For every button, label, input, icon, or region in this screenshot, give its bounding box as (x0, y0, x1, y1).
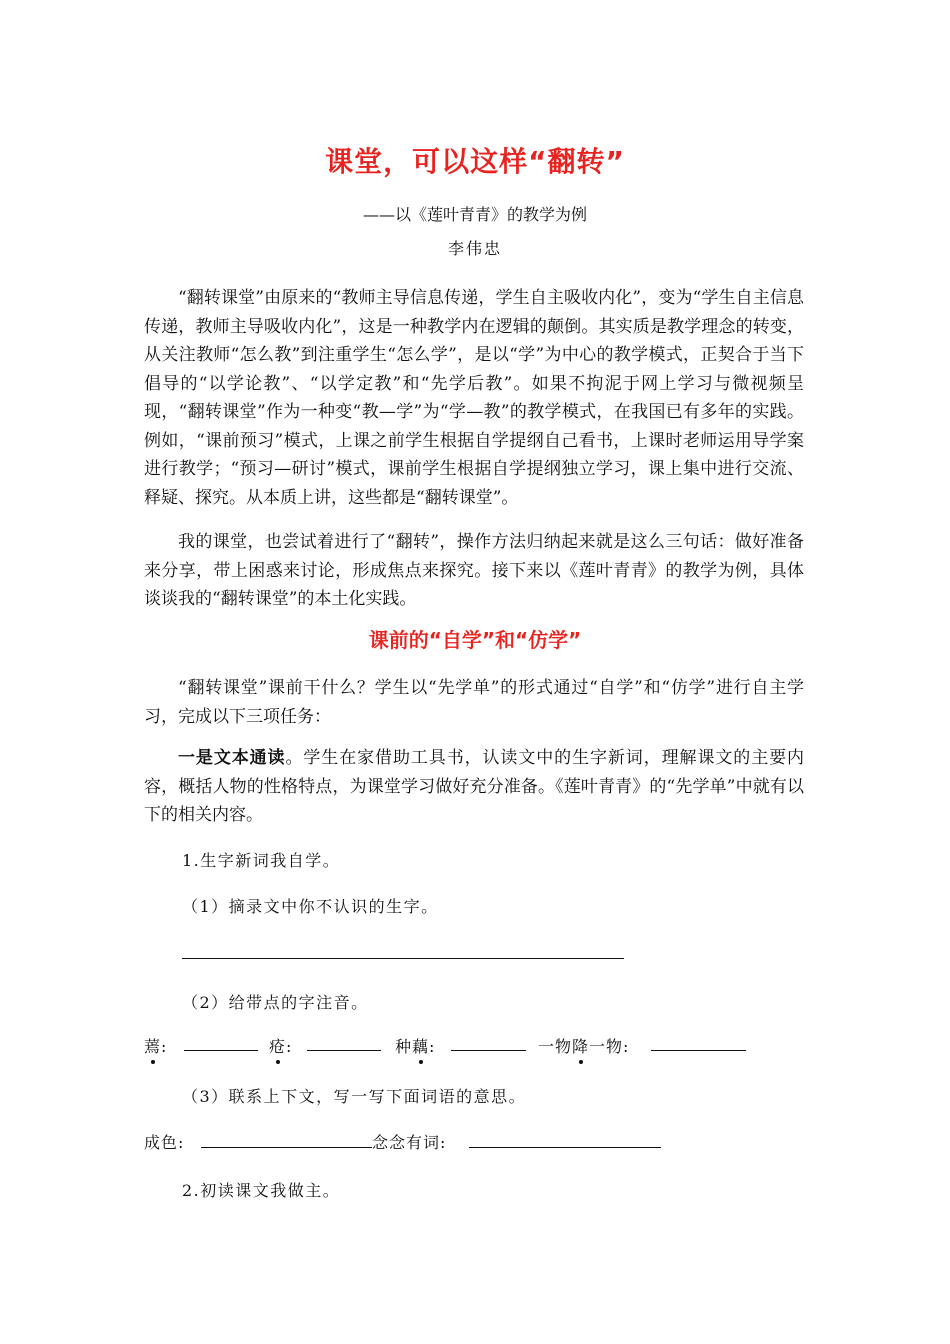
worksheet-item-1: 1.生字新词我自学。 (182, 851, 341, 870)
dotted-char: 藕 (412, 1034, 429, 1057)
article-title: 课堂，可以这样“翻转” (325, 145, 625, 178)
answer-blank (469, 1147, 661, 1148)
author-name: 李伟忠 (447, 239, 502, 258)
intro-paragraph-2: 我的课堂，也尝试着进行了“翻转”，操作方法归纳起来就是这么三句话：做好准备来分享，带上困惑来讨论，形成焦点来探究。接下来以《莲叶青青》的教学为例，具体谈谈我的“翻转课堂”的本土化实践。 (144, 532, 804, 609)
phonetic-label-2: 疮: (269, 1034, 292, 1057)
answer-line (182, 958, 624, 959)
answer-blank (451, 1050, 526, 1051)
worksheet-item-1-3: （3）联系上下文，写一写下面词语的意思。 (182, 1087, 527, 1106)
worksheet-item-2: 2.初读课文我做主。 (182, 1181, 341, 1200)
meaning-label-2: 念念有词: (372, 1133, 447, 1152)
dotted-char: 蔫 (144, 1034, 161, 1057)
answer-blank (651, 1050, 746, 1051)
dotted-char: 降 (572, 1034, 589, 1057)
phonetic-label-4: 一物降一物: (538, 1034, 629, 1057)
answer-blank (307, 1050, 381, 1051)
meaning-label-1: 成色: (144, 1133, 185, 1152)
answer-blank (184, 1050, 258, 1051)
task-paragraph (144, 744, 804, 830)
section-heading: 课前的“自学”和“仿学” (368, 628, 582, 652)
answer-blank (201, 1147, 372, 1148)
phonetic-label-3: 种藕: (395, 1034, 435, 1057)
phonetic-label-1: 蔫: (144, 1034, 167, 1057)
dotted-char: 疮 (269, 1034, 286, 1057)
task-lead: 一是文本通读 (178, 748, 286, 768)
section-intro-paragraph: “翻转课堂”课前干什么？学生以“先学单”的形式通过“自学”和“仿学”进行自主学习，完成以下三项任务： (144, 678, 804, 727)
task-text: 。学生在家借助工具书，认读文中的生字新词，理解课文的主要内容，概括人物的性格特点，为课堂学习做好充分准备。《莲叶青青》的“先学单”中就有以下的相关内容。 (144, 748, 805, 825)
worksheet-item-1-1: （1）摘录文中你不认识的生字。 (182, 897, 439, 916)
worksheet-item-1-2: （2）给带点的字注音。 (182, 993, 369, 1012)
intro-paragraph-1: “翻转课堂”由原来的“教师主导信息传递，学生自主吸收内化”，变为“学生自主信息传递，教师主导吸收内化”，这是一种教学内在逻辑的颠倒。其实质是教学理念的转变，从关注教师“怎么教”到注重学生“怎么学”，是以“学”为中心的教学模式，正契合于当下倡导的“以学论教”、“以学定教”和“先学后教”。如果不拘泥于网上学习与微视频呈现，“翻转课堂”作为一种变“教—学”为“学—教”的教学模式，在我国已有多年的实践。例如，“课前预习”模式，上课之前学生根据自学提纲自己看书，上课时老师运用导学案进行教学；“预习—研讨”模式，课前学生根据自学提纲独立学习，课上集中进行交流、释疑、探究。从本质上讲，这些都是“翻转课堂”。 (144, 288, 804, 508)
article-subtitle: ——以《莲叶青青》的教学为例 (362, 205, 587, 224)
